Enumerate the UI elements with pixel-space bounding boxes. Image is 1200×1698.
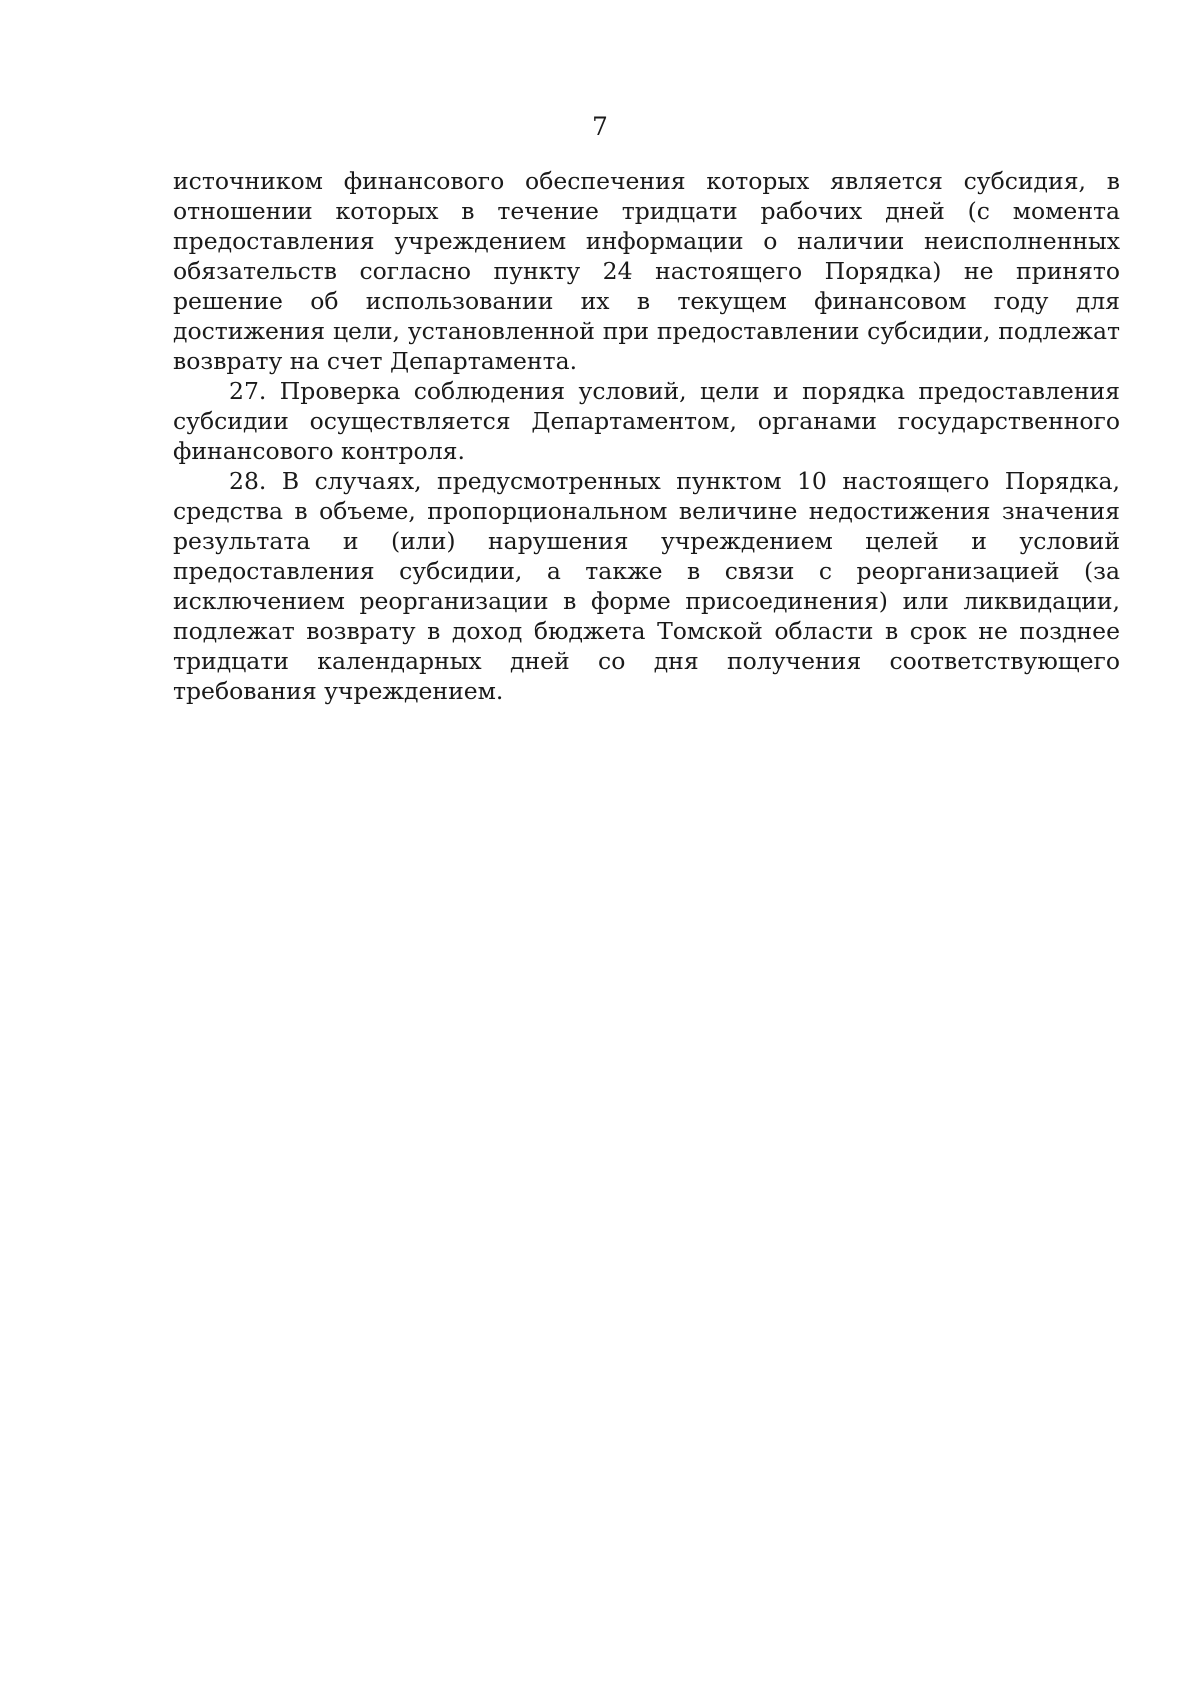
paragraph-27: 27. Проверка соблюдения условий, цели и порядка предоставления субсидии осуществляется Департаментом, органами государственного финансового контроля. (173, 377, 1120, 465)
page-number: 7 (592, 112, 608, 141)
paragraph-28: 28. В случаях, предусмотренных пунктом 10 настоящего Порядка, средства в объеме, пропорциональном величине недостижения значения результата и (или) нарушения учреждением целей и условий предоставления субсидии, а также в связи с реорганизацией (за исключением реорганизации в форме присоединения) или ликвидации, подлежат возврату в доход бюджета Томской области в срок не позднее тридцати календарных дней со дня получения соответствующего требования учреждением. (173, 467, 1120, 705)
document-body (173, 166, 1120, 706)
paragraph-continuation: источником финансового обеспечения которых является субсидия, в отношении которых в течение тридцати рабочих дней (с момента предоставления учреждением информации о наличии неисполненных обязательств согласно пункту 24 настоящего Порядка) не принято решение об использовании их в текущем финансовом году для достижения цели, установленной при предоставлении субсидии, подлежат возврату на счет Департамента. (173, 167, 1120, 375)
